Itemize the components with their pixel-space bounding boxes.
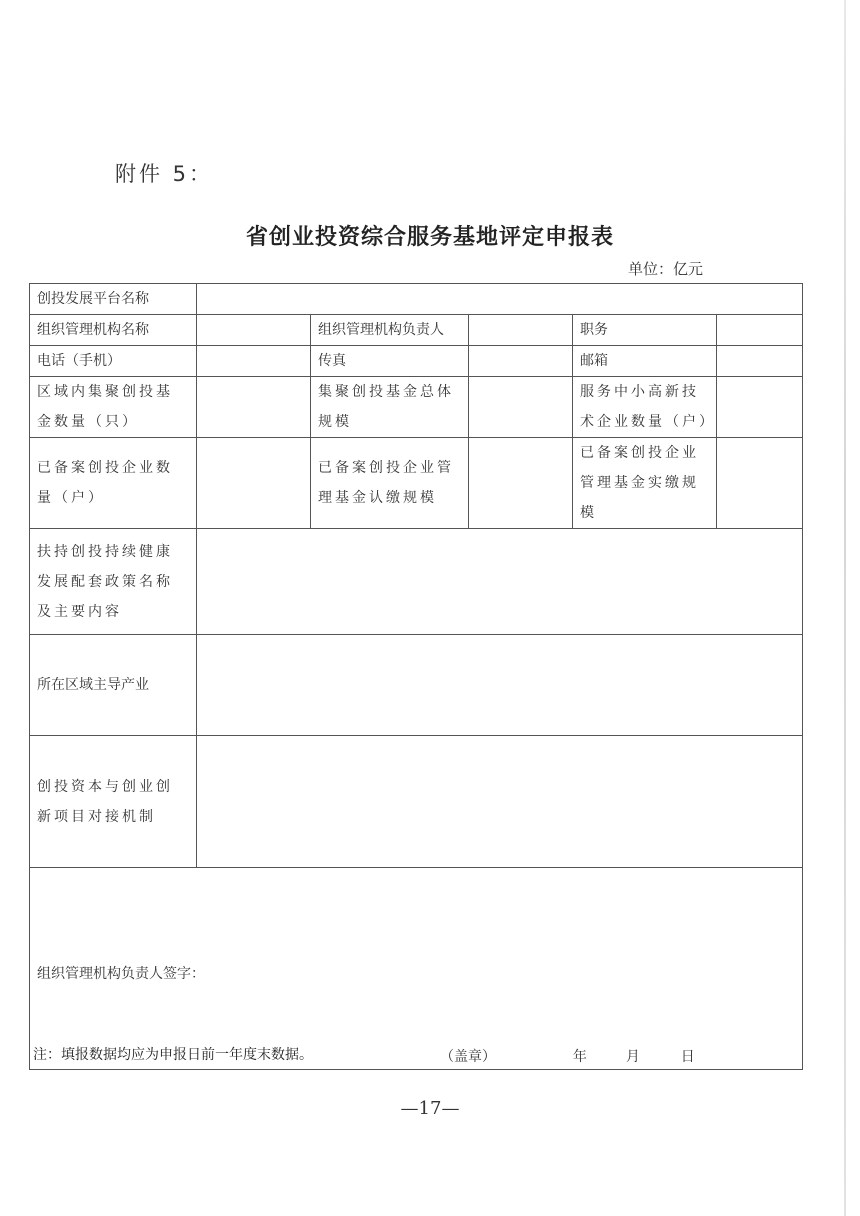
page-number: —17— <box>400 1098 460 1119</box>
filed-subscribed-label: 已备案创投企业管理基金认缴规模 <box>311 438 469 529</box>
signature-label: 组织管理机构负责人签字： <box>37 965 205 982</box>
form-row <box>30 284 803 315</box>
seal-label: （盖章） <box>440 1049 496 1065</box>
industry-label: 所在区域主导产业 <box>30 635 197 736</box>
fund-count-field[interactable] <box>197 377 311 438</box>
fax-field[interactable] <box>469 346 573 377</box>
form-row <box>30 736 803 868</box>
day-label: 日 <box>680 1049 695 1065</box>
attachment-label: 附件 5： <box>115 162 214 186</box>
form-row <box>30 377 803 438</box>
form-row <box>30 438 803 529</box>
platform-name-label: 创投发展平台名称 <box>30 284 197 315</box>
filed-subscribed-field[interactable] <box>469 438 573 529</box>
form-row <box>30 315 803 346</box>
org-name-field[interactable] <box>197 315 311 346</box>
signature-cell[interactable] <box>30 868 803 1070</box>
email-field[interactable] <box>717 346 803 377</box>
org-head-field[interactable] <box>469 315 573 346</box>
application-form <box>29 283 803 1070</box>
form-row <box>30 868 803 1070</box>
email-label: 邮箱 <box>573 346 717 377</box>
org-name-label: 组织管理机构名称 <box>30 315 197 346</box>
industry-field[interactable] <box>197 635 803 736</box>
filed-count-field[interactable] <box>197 438 311 529</box>
unit-label: 单位：亿元 <box>628 260 704 278</box>
hightech-count-label: 服务中小高新技术企业数量（户） <box>573 377 717 438</box>
form-row <box>30 346 803 377</box>
hightech-count-field[interactable] <box>717 377 803 438</box>
form-row <box>30 529 803 635</box>
filed-count-label: 已备案创投企业数量（户） <box>30 438 197 529</box>
policy-label: 扶持创投持续健康发展配套政策名称及主要内容 <box>30 529 197 635</box>
filed-paidin-field[interactable] <box>717 438 803 529</box>
fax-label: 传真 <box>311 346 469 377</box>
seal-date-line <box>440 1047 695 1067</box>
fund-count-label: 区域内集聚创投基金数量（只） <box>30 377 197 438</box>
policy-field[interactable] <box>197 529 803 635</box>
position-field[interactable] <box>717 315 803 346</box>
year-label: 年 <box>572 1049 587 1065</box>
page-edge <box>844 0 846 1216</box>
filed-paidin-label: 已备案创投企业管理基金实缴规模 <box>573 438 717 529</box>
org-head-label: 组织管理机构负责人 <box>311 315 469 346</box>
mechanism-label: 创投资本与创业创新项目对接机制 <box>30 736 197 868</box>
fund-scale-label: 集聚创投基金总体规模 <box>311 377 469 438</box>
page-title: 省创业投资综合服务基地评定申报表 <box>245 224 614 250</box>
phone-label: 电话（手机） <box>30 346 197 377</box>
month-label: 月 <box>625 1049 640 1065</box>
phone-field[interactable] <box>197 346 311 377</box>
position-label: 职务 <box>573 315 717 346</box>
mechanism-field[interactable] <box>197 736 803 868</box>
platform-name-field[interactable] <box>197 284 803 315</box>
form-row <box>30 635 803 736</box>
footnote: 注：填报数据均应为申报日前一年度末数据。 <box>33 1047 313 1063</box>
fund-scale-field[interactable] <box>469 377 573 438</box>
